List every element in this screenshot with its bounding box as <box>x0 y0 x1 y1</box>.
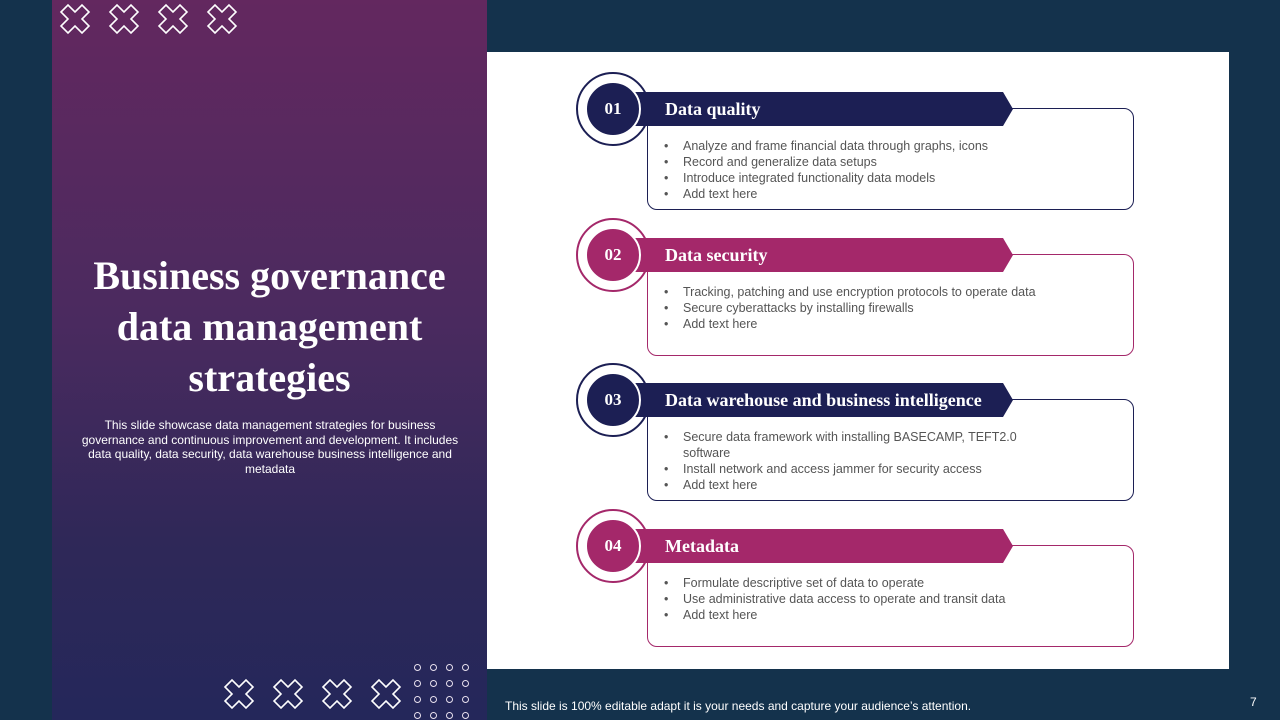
cross-icon <box>205 2 239 36</box>
dot <box>430 696 437 703</box>
dot <box>414 680 421 687</box>
dot <box>430 664 437 671</box>
decorative-dot-grid <box>414 664 469 719</box>
bullet-item: • Use administrative data access to operate and transit data <box>664 591 1044 607</box>
cross-icon <box>271 677 305 711</box>
bullet-list <box>664 429 1044 493</box>
cross-icon <box>320 677 354 711</box>
bullet-list <box>664 284 1044 332</box>
title-line: data management <box>116 304 423 349</box>
strategy-card-metadata <box>576 509 1138 651</box>
content-panel <box>487 52 1229 669</box>
cross-icon <box>107 2 141 36</box>
card-title: Data warehouse and business intelligence <box>665 390 982 410</box>
dot <box>462 680 469 687</box>
bullet-item: • Add text here <box>664 607 1044 623</box>
step-number: 03 <box>585 372 641 428</box>
dot <box>462 696 469 703</box>
step-number: 01 <box>585 81 641 137</box>
bullet-item: • Introduce integrated functionality data models <box>664 170 1044 186</box>
decorative-crosses-bottom <box>222 677 403 711</box>
strategy-card-data-security <box>576 218 1138 360</box>
page-number: 7 <box>1250 695 1257 709</box>
dot <box>462 712 469 719</box>
dot <box>414 712 421 719</box>
dot <box>446 712 453 719</box>
step-number: 02 <box>585 227 641 283</box>
slide-title <box>52 250 487 403</box>
bullet-item: • Add text here <box>664 316 1044 332</box>
title-line: Business governance <box>93 253 446 298</box>
dot <box>430 680 437 687</box>
dot <box>446 696 453 703</box>
card-title: Data quality <box>665 99 761 119</box>
slide-description: This slide showcase data management strategies for business governance and continuous improvement and development. It includes data quality, data security, data warehouse business intelligence and metadata <box>81 418 459 476</box>
cross-icon <box>156 2 190 36</box>
cross-icon <box>58 2 92 36</box>
dot <box>446 664 453 671</box>
dot <box>446 680 453 687</box>
bullet-item: • Install network and access jammer for security access <box>664 461 1044 477</box>
decorative-crosses-top <box>58 2 239 36</box>
bullet-item: • Add text here <box>664 477 1044 493</box>
bullet-list <box>664 138 1044 202</box>
bullet-item: • Secure data framework with installing BASECAMP, TEFT2.0 software <box>664 429 1044 461</box>
bullet-item: • Secure cyberattacks by installing firewalls <box>664 300 1044 316</box>
footer-note: This slide is 100% editable adapt it is your needs and capture your audience’s attention. <box>505 699 972 713</box>
dot <box>414 696 421 703</box>
bullet-item: • Record and generalize data setups <box>664 154 1044 170</box>
step-number: 04 <box>585 518 641 574</box>
bullet-list <box>664 575 1044 623</box>
card-title: Metadata <box>665 536 739 556</box>
bullet-item: • Tracking, patching and use encryption protocols to operate data <box>664 284 1044 300</box>
dot <box>414 664 421 671</box>
strategy-card-data-quality <box>576 72 1138 214</box>
cross-icon <box>369 677 403 711</box>
title-line: strategies <box>188 355 351 400</box>
dot <box>462 664 469 671</box>
bullet-item: • Analyze and frame financial data through graphs, icons <box>664 138 1044 154</box>
card-title: Data security <box>665 245 768 265</box>
strategy-card-data-warehouse <box>576 363 1138 505</box>
cross-icon <box>222 677 256 711</box>
dot <box>430 712 437 719</box>
bullet-item: • Add text here <box>664 186 1044 202</box>
left-panel <box>52 0 487 720</box>
bullet-item: • Formulate descriptive set of data to operate <box>664 575 1044 591</box>
